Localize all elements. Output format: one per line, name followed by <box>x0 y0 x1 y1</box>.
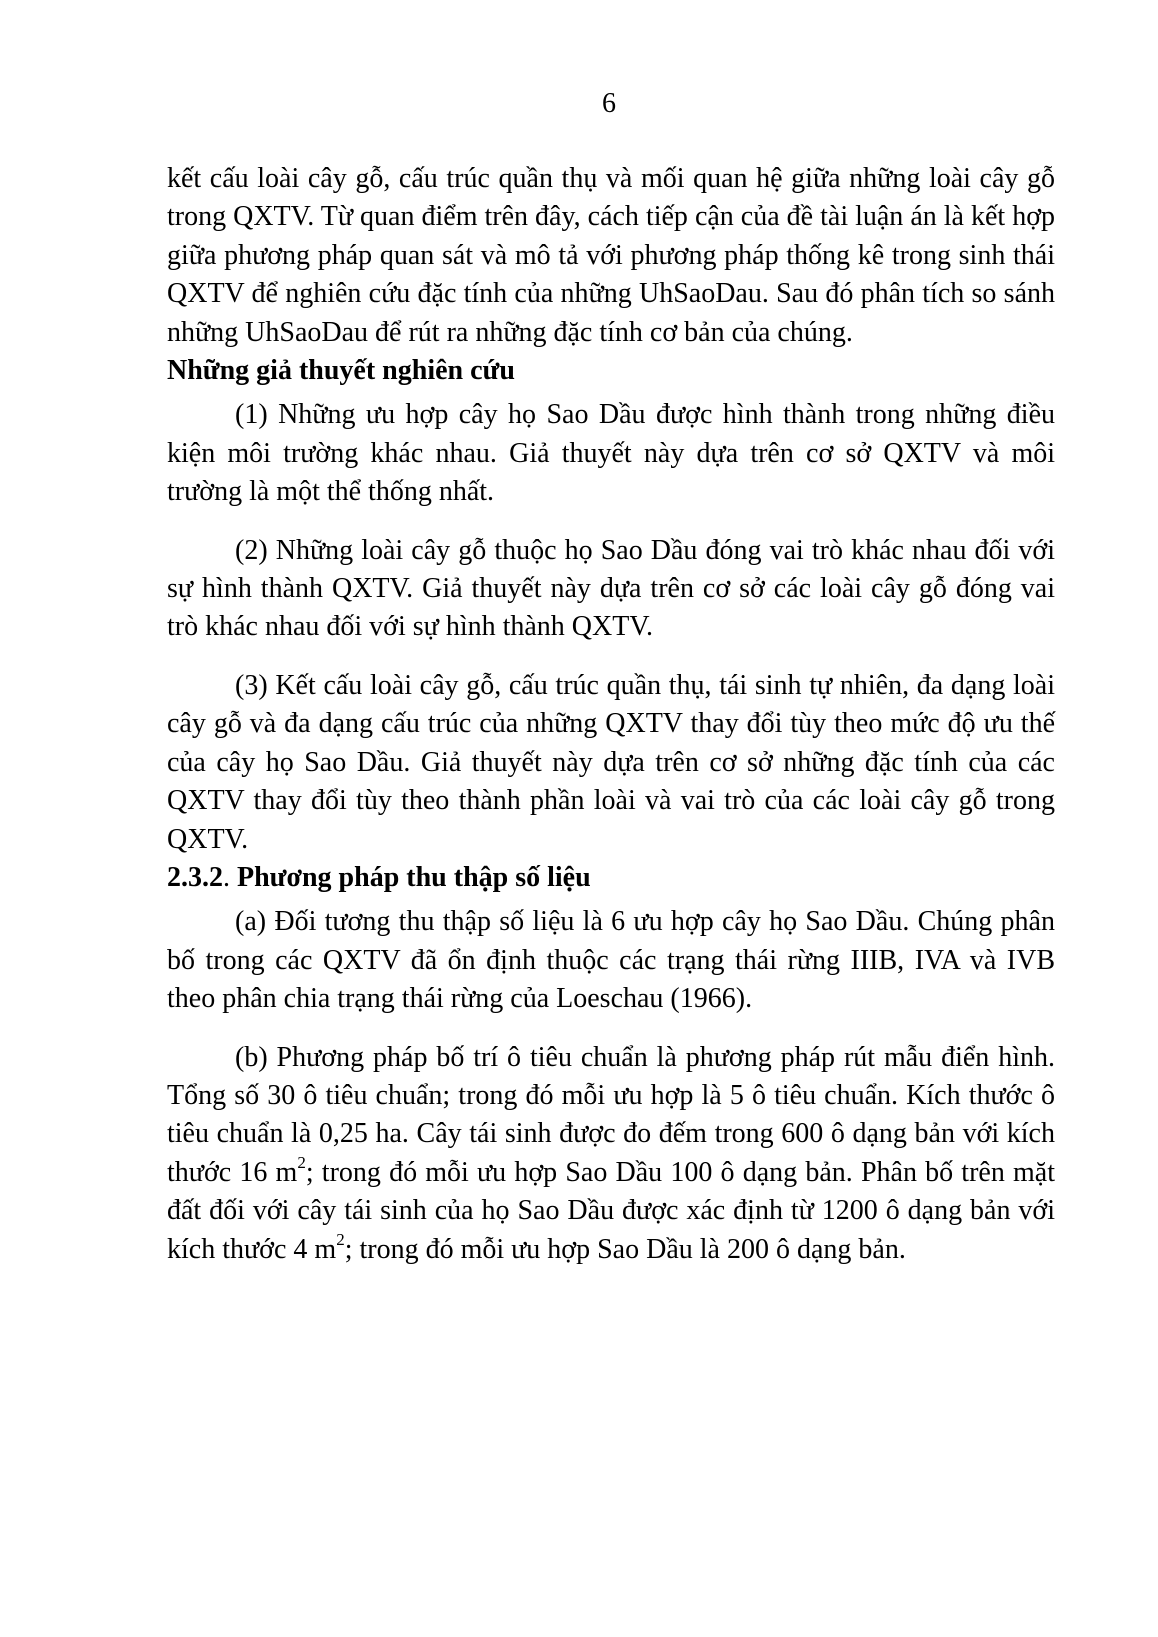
superscript-2-b: 2 <box>336 1230 345 1250</box>
data-collection-paragraph-b <box>167 1039 1055 1269</box>
page-number: 6 <box>602 88 616 119</box>
intro-paragraph: kết cấu loài cây gỗ, cấu trúc quần thụ và mối quan hệ giữa những loài cây gỗ trong QXTV. Từ quan điểm trên đây, cách tiếp cận của đề tài luận án là kết hợp giữa phương pháp quan sát và mô tả với phương pháp thống kê trong sinh thái QXTV để nghiên cứu đặc tính của những UhSaoDau. Sau đó phân tích so sánh những UhSaoDau để rút ra những đặc tính cơ bản của chúng. <box>167 163 1055 348</box>
paragraph-b-part-2: ; trong đó mỗi ưu hợp Sao Dầu 100 ô dạng bản. Phân bố trên mặt đất đối với cây tái sinh của họ Sao Dầu được xác định từ 1200 ô dạng bản với kích thước 4 m <box>167 1156 1056 1265</box>
hypothesis-paragraph-2: (2) Những loài cây gỗ thuộc họ Sao Dầu đóng vai trò khác nhau đối với sự hình thành QXTV. Giả thuyết này dựa trên cơ sở các loài cây gỗ đóng vai trò khác nhau đối với sự hình thành QXTV. <box>167 534 1055 643</box>
hypothesis-paragraph-3: (3) Kết cấu loài cây gỗ, cấu trúc quần thụ, tái sinh tự nhiên, đa dạng loài cây gỗ và đa dạng cấu trúc của những QXTV thay đổi tùy theo mức độ ưu thế của cây họ Sao Dầu. Giả thuyết này dựa trên cơ sở những đặc tính của các QXTV thay đổi tùy theo thành phần loài và vai trò của các loài cây gỗ trong QXTV. <box>167 669 1055 855</box>
section-title: Phương pháp thu thập số liệu <box>237 861 591 893</box>
page-body <box>167 160 1055 1269</box>
hypotheses-heading: Những giả thuyết nghiên cứu <box>167 355 515 387</box>
section-number: 2.3.2 <box>167 861 223 893</box>
hypothesis-paragraph-1: (1) Những ưu hợp cây họ Sao Dầu được hình thành trong những điều kiện môi trường khác nhau. Giả thuyết này dựa trên cơ sở QXTV và môi trường là một thể thống nhất. <box>167 399 1055 508</box>
paragraph-b-part-3: ; trong đó mỗi ưu hợp Sao Dầu là 200 ô dạng bản. <box>344 1233 906 1265</box>
section-separator: . <box>223 861 237 893</box>
section-heading <box>167 859 1055 897</box>
data-collection-paragraph-a: (a) Đối tương thu thập số liệu là 6 ưu hợp cây họ Sao Dầu. Chúng phân bố trong các QXTV đã ổn định thuộc các trạng thái rừng IIIB, IVA và IVB theo phân chia trạng thái rừng của Loeschau (1966). <box>167 906 1055 1015</box>
superscript-2-a: 2 <box>297 1153 306 1173</box>
paragraph-b-part-1: (b) Phương pháp bố trí ô tiêu chuẩn là phương pháp rút mẫu điển hình. Tổng số 30 ô tiêu chuẩn; trong đó mỗi ưu hợp là 5 ô tiêu chuẩn. Kích thước ô tiêu chuẩn là 0,25 ha. Cây tái sinh được đo đếm trong 600 ô dạng bản với kích thước 16 m <box>167 1041 1055 1188</box>
